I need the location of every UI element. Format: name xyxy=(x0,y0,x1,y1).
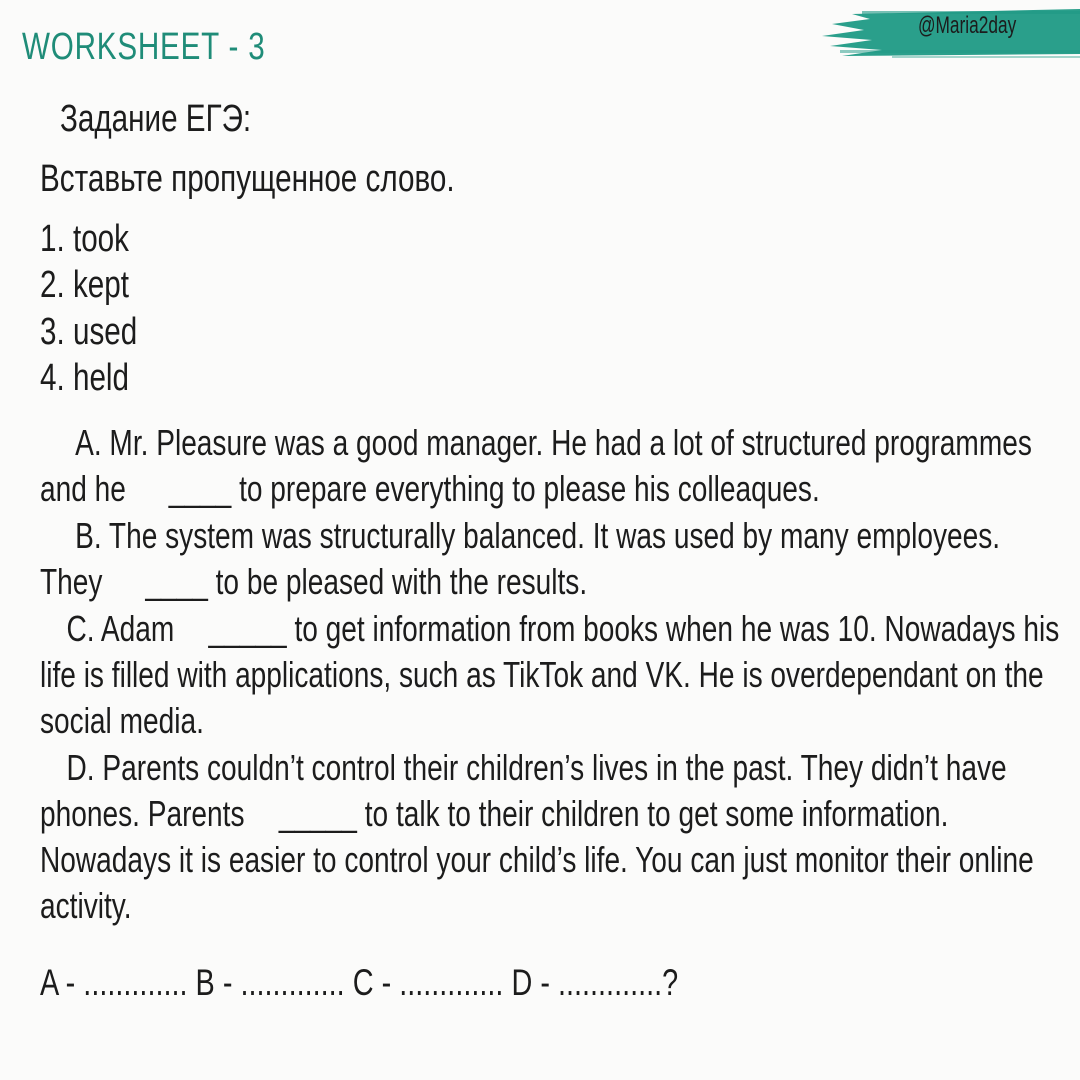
option-1: 1. took xyxy=(40,218,129,260)
worksheet-title: WORKSHEET - 3 xyxy=(22,26,266,68)
option-4: 4. held xyxy=(40,357,129,399)
sentence-c-after: to get information from books when he was 10. Nowadays his life is filled with applications, such as TikTok and VK. He is overdependant on the social media. xyxy=(40,608,1060,741)
option-2: 2. kept xyxy=(40,264,129,306)
sentence-d xyxy=(40,745,1062,929)
sentence-b-blank: ____ xyxy=(145,561,208,602)
sentence-b-before: B. The system was structurally balanced. It was used by many employees. They xyxy=(40,515,1001,602)
option-3: 3. used xyxy=(40,311,138,353)
sentence-a-after: to prepare everything to please his colleaques. xyxy=(239,468,820,509)
sentence-d-before: D. Parents couldn’t control their children’s lives in the past. They didn’t have phones. Parents xyxy=(40,747,1007,834)
sentence-c-blank: _____ xyxy=(208,608,287,649)
sentence-c xyxy=(40,606,1062,744)
sentence-a xyxy=(40,420,1062,512)
author-handle: @Maria2day xyxy=(918,12,1017,39)
sentence-a-blank: ____ xyxy=(168,468,232,509)
sentence-a-before: A. Mr. Pleasure was a good manager. He had a lot of structured programmes and he xyxy=(40,422,1032,509)
sentence-d-after: to talk to their children to get some information. Nowadays it is easier to control your child’s life. You can just monitor their online activity. xyxy=(40,793,1034,926)
sentence-b-after: to be pleased with the results. xyxy=(215,561,588,602)
answer-line: A - ............. B - ............. C - ............. D - .............? xyxy=(40,962,679,1003)
sentence-b xyxy=(40,513,1062,605)
sentence-d-blank: _____ xyxy=(278,793,357,834)
sentence-c-before: C. Adam xyxy=(66,608,175,649)
task-label: Задание ЕГЭ: xyxy=(60,98,252,140)
instruction: Вставьте пропущенное слово. xyxy=(40,158,455,200)
